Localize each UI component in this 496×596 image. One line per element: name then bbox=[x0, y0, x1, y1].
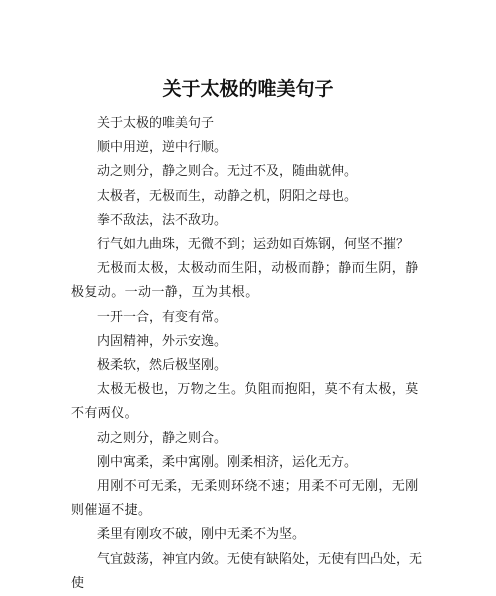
paragraph: 行气如九曲珠，无微不到；运劲如百炼钢，何坚不摧？ bbox=[97, 237, 410, 253]
paragraph: 无极而太极，太极动而生阳，动极而静；静而生阴，静极复动。一动一静，互为其根。 bbox=[71, 261, 419, 301]
paragraph: 动之则分，静之则合。无过不及，随曲就伸。 bbox=[97, 164, 358, 180]
paragraph: 用刚不可无柔，无柔则环绕不速；用柔不可无刚，无刚则催逼不捷。 bbox=[71, 479, 419, 519]
paragraph: 顺中用逆，逆中行顺。 bbox=[97, 140, 228, 156]
paragraph: 一开一合，有变有常。 bbox=[97, 309, 228, 325]
paragraph: 太极无极也，万物之生。负阻而抱阳，莫不有太极，莫不有两仪。 bbox=[71, 382, 419, 422]
paragraph: 太极者，无极而生，动静之机，阴阳之母也。 bbox=[97, 188, 358, 204]
paragraph: 极柔软，然后极坚刚。 bbox=[97, 358, 228, 374]
document-title: 关于太极的唯美句子 bbox=[162, 78, 334, 100]
paragraph: 关于太极的唯美句子 bbox=[97, 116, 215, 131]
document-body bbox=[71, 112, 427, 596]
paragraph: 刚中寓柔，柔中寓刚。刚柔相济，运化无方。 bbox=[97, 454, 358, 470]
paragraph: 柔里有刚攻不破，刚中无柔不为坚。 bbox=[97, 527, 306, 543]
paragraph: 动之则分，静之则合。 bbox=[97, 430, 228, 446]
paragraph: 拳不敌法，法不敌功。 bbox=[97, 212, 228, 228]
paragraph: 内固精神，外示安逸。 bbox=[97, 333, 228, 349]
paragraph: 气宜鼓荡，神宜内敛。无使有缺陷处，无使有凹凸处，无使 bbox=[71, 551, 423, 591]
